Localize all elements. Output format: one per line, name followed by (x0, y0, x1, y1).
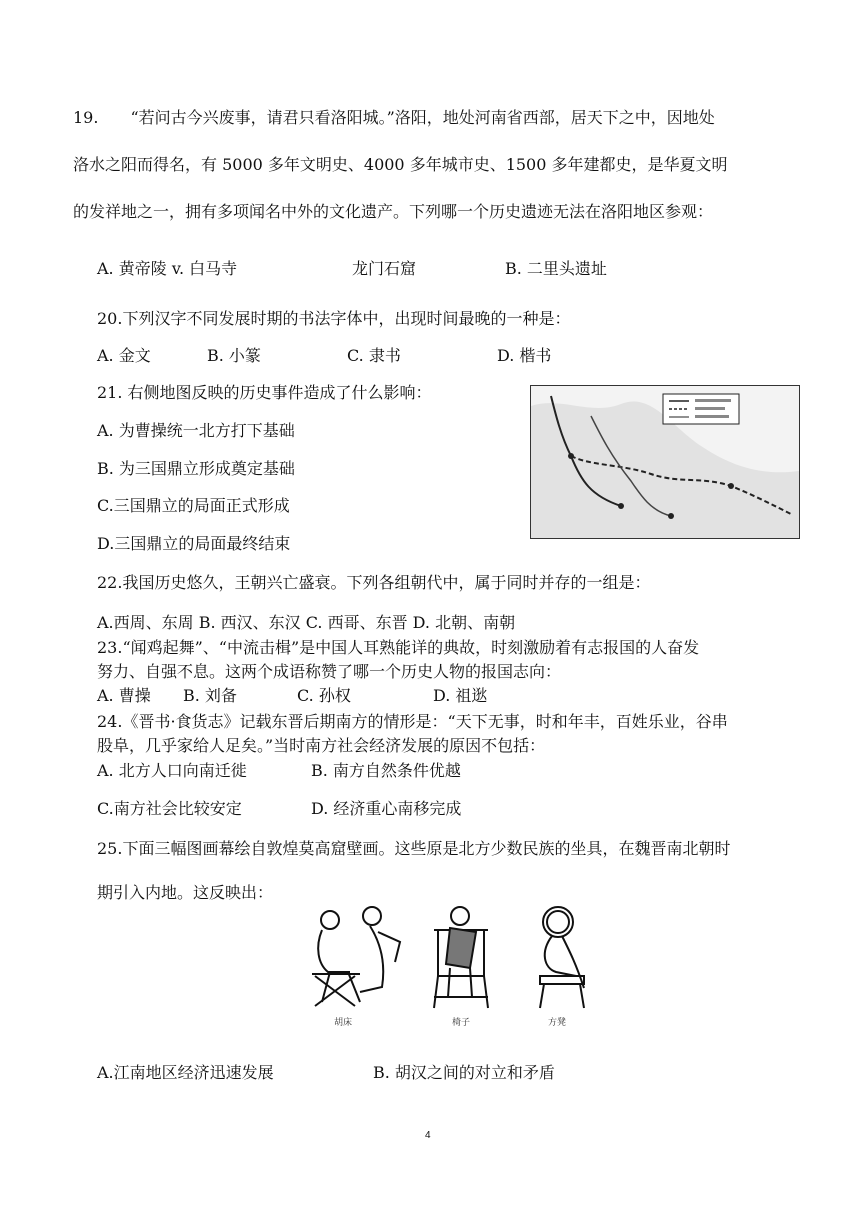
q25-option[interactable]: A.江南地区经济迅速发展 (97, 1063, 274, 1082)
question-19-line: 的发祥地之一，拥有多项闻名中外的文化遗产。下列哪一个历史遗迹无法在洛阳地区参观： (73, 202, 714, 221)
question-22-options[interactable]: A.西周、东周 B. 西汉、东汉 C. 西哥、东晋 D. 北朝、南朝 (97, 613, 516, 632)
q20-option[interactable]: A. 金文 (97, 346, 151, 365)
q24-option[interactable]: C.南方社会比较安定 (97, 799, 242, 818)
q21-option[interactable]: D.三国鼎立的局面最终结束 (97, 534, 291, 553)
q19-option[interactable]: A. 黄帝陵 v. 白马寺 (97, 259, 238, 278)
figure-label: 胡床 (334, 1018, 353, 1028)
q21-option[interactable]: A. 为曹操统一北方打下基础 (97, 421, 295, 440)
question-25-line: 25.下面三幅图画幕绘自敦煌莫高窟壁画。这些原是北方少数民族的坐具，在魏晋南北朝时 (97, 839, 731, 858)
q21-option[interactable]: B. 为三国鼎立形成奠定基础 (97, 459, 295, 478)
figure-label: 方凳 (548, 1018, 567, 1028)
question-25-line: 期引入内地。这反映出： (97, 883, 274, 902)
q25-option[interactable]: B. 胡汉之间的对立和矛盾 (373, 1063, 555, 1082)
figure-label: 椅子 (452, 1018, 471, 1028)
question-19-line: 19. “若问古今兴废事，请君只看洛阳城。”洛阳，地处河南省西部，居天下之中，因地处 (73, 108, 715, 127)
question-24-line: 24.《晋书·食货志》记载东晋后期南方的情形是：“天下无事，时和年丰，百姓乐业，谷串 (97, 712, 728, 731)
seat-drawings (300, 902, 596, 1014)
q19-option[interactable]: 龙门石窟 (352, 259, 417, 278)
q20-option[interactable]: B. 小篆 (207, 346, 261, 365)
question-22-stem: 22.我国历史悠久，王朝兴亡盛衰。下列各组朝代中，属于同时并存的一组是： (97, 573, 651, 592)
historical-route-map (530, 385, 800, 539)
q24-option[interactable]: A. 北方人口向南迁徙 (97, 761, 247, 780)
question-23-line: 23.“闻鸡起舞”、“中流击楫”是中国人耳熟能详的典故，时刻激励着有志报国的人奋发 (97, 638, 700, 657)
question-24-line: 股阜，几乎家给人足矣。”当时南方社会经济发展的原因不包括： (97, 736, 546, 755)
question-19-line: 洛水之阳而得名，有 5000 多年文明史、4000 多年城市史、1500 多年建都史，是华夏文明 (73, 155, 728, 174)
question-20-stem: 20.下列汉字不同发展时期的书法字体中，出现时间最晚的一种是： (97, 309, 571, 328)
q23-option[interactable]: C. 孙权 (297, 686, 351, 705)
question-21-stem: 21. 右侧地图反映的历史事件造成了什么影响： (97, 383, 432, 402)
question-23-line: 努力、自强不息。这两个成语称赞了哪一个历史人物的报国志向： (97, 662, 562, 681)
question-19-stem (73, 94, 803, 235)
q19-option[interactable]: B. 二里头遗址 (505, 259, 607, 278)
seat-illustrations (300, 902, 596, 1032)
q20-option[interactable]: D. 楷书 (497, 346, 552, 365)
page-number: 4 (425, 1130, 431, 1141)
map-drawing (531, 386, 799, 538)
q24-option[interactable]: D. 经济重心南移完成 (311, 799, 462, 818)
q23-option[interactable]: D. 祖逖 (433, 686, 488, 705)
q23-option[interactable]: B. 刘备 (183, 686, 237, 705)
q23-option[interactable]: A. 曹操 (97, 686, 151, 705)
q21-option[interactable]: C.三国鼎立的局面正式形成 (97, 496, 290, 515)
q24-option[interactable]: B. 南方自然条件优越 (311, 761, 461, 780)
q20-option[interactable]: C. 隶书 (347, 346, 401, 365)
